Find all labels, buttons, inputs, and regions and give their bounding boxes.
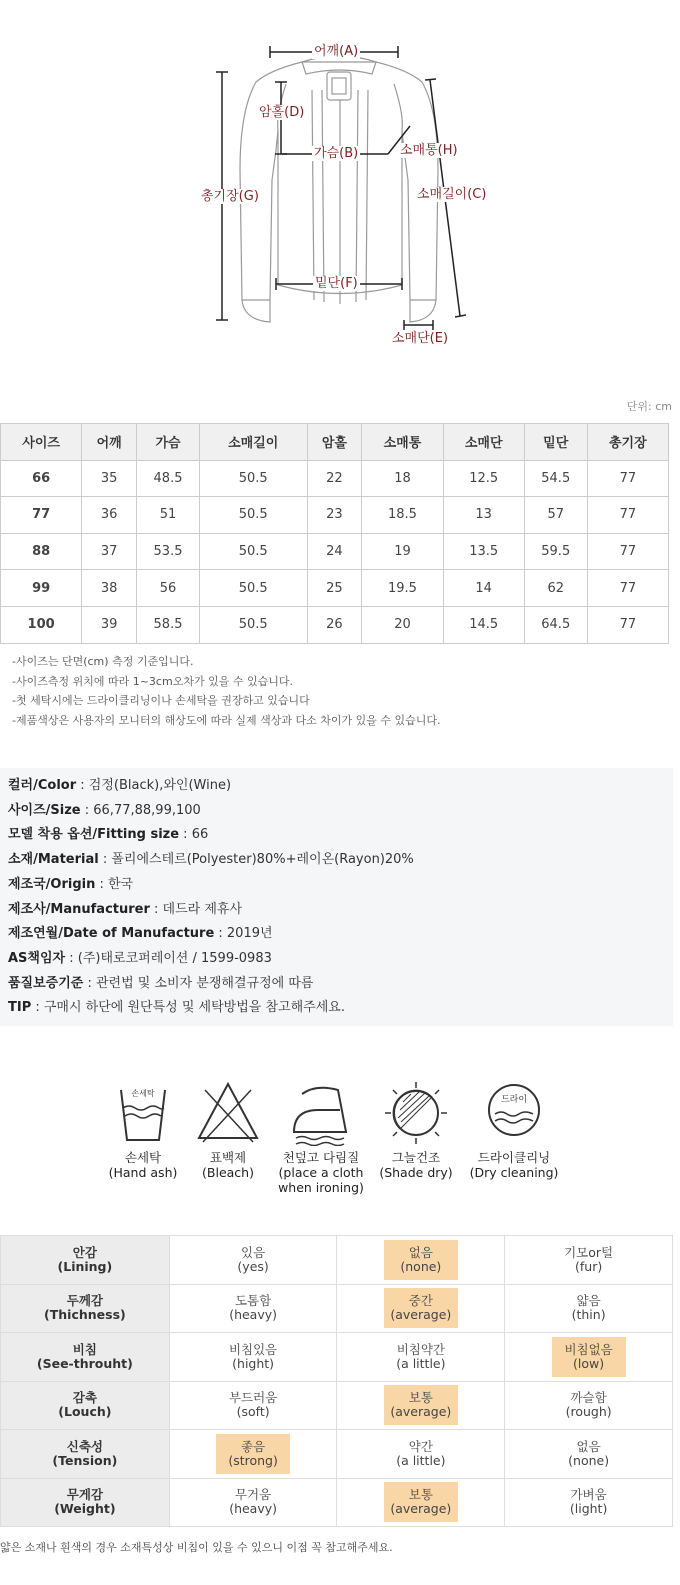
- care-label-en: (place a cloth when ironing): [278, 1165, 364, 1195]
- property-option: [505, 1381, 673, 1430]
- info-label: 컬러/Color: [8, 778, 77, 793]
- property-option: [505, 1333, 673, 1382]
- option-box-selected: [384, 1288, 458, 1328]
- property-name: [1, 1430, 170, 1479]
- table-cell: 56: [137, 570, 200, 607]
- property-row: [1, 1333, 673, 1382]
- table-cell: 57: [524, 497, 587, 534]
- option-box-selected: [216, 1434, 290, 1474]
- care-label-en: (Shade dry): [379, 1165, 453, 1180]
- property-name: [1, 1284, 170, 1333]
- table-cell: 53.5: [137, 533, 200, 570]
- size-table: [0, 423, 669, 644]
- table-cell: 66: [1, 460, 82, 497]
- property-row: [1, 1430, 673, 1479]
- label-total-length: 총기장(G): [201, 189, 259, 204]
- info-label: TIP: [8, 1000, 32, 1016]
- care-dry-clean: [459, 1080, 569, 1180]
- table-cell: 36: [82, 497, 137, 534]
- label-shoulder: 어깨(A): [314, 44, 359, 59]
- header-size: 사이즈: [1, 424, 82, 461]
- info-label: 모델 착용 옵션/Fitting size: [8, 827, 180, 843]
- header-sleeve-length: 소매길이: [199, 424, 307, 461]
- table-cell: 26: [307, 606, 362, 643]
- product-info: [0, 768, 673, 1026]
- header-total-length: 총기장: [587, 424, 668, 461]
- table-cell: 77: [587, 533, 668, 570]
- header-armhole: 암홀: [307, 424, 362, 461]
- property-option: [505, 1284, 673, 1333]
- property-row: [1, 1478, 673, 1527]
- property-option: [337, 1284, 505, 1333]
- table-cell: 50.5: [199, 533, 307, 570]
- info-value: : 폴리에스테르(Polyester)80%+레이온(Rayon)20%: [98, 852, 414, 868]
- table-cell: 13: [443, 497, 524, 534]
- info-row-material: [8, 848, 665, 873]
- dry-clean-icon: [481, 1080, 547, 1146]
- option-box-selected: [384, 1482, 458, 1522]
- care-label-ko: 드라이클리닝: [477, 1150, 551, 1165]
- option-ko: 약간: [408, 1438, 433, 1454]
- info-label: AS책임자: [8, 950, 66, 966]
- option-box: [552, 1385, 626, 1425]
- property-name-en: (Weight): [54, 1501, 116, 1517]
- table-cell: 99: [1, 570, 82, 607]
- property-option: [505, 1236, 673, 1285]
- table-cell: 18.5: [362, 497, 443, 534]
- care-label-en: (Dry cleaning): [469, 1165, 559, 1180]
- table-cell: 18: [362, 460, 443, 497]
- table-row: [1, 570, 669, 607]
- option-box: [384, 1434, 458, 1474]
- option-ko: 없음: [408, 1244, 433, 1260]
- property-name-ko: 안감: [72, 1244, 97, 1260]
- shade-dry-icon: [383, 1080, 449, 1146]
- note-line: -제품색상은 사용자의 모니터의 해상도에 따라 실제 색상과 다소 차이가 있을 수 있습니다.: [12, 714, 441, 728]
- option-en: (none): [568, 1452, 610, 1468]
- option-box: [216, 1240, 290, 1280]
- care-label-en: (Hand ash): [108, 1165, 178, 1180]
- garment-diagram: [0, 0, 680, 390]
- option-box: [216, 1337, 290, 1377]
- table-cell: 14: [443, 570, 524, 607]
- info-row-size: [8, 799, 665, 824]
- header-shoulder: 어깨: [82, 424, 137, 461]
- property-name-ko: 비침: [72, 1341, 97, 1357]
- property-option: [337, 1430, 505, 1479]
- option-ko: 보통: [408, 1487, 433, 1503]
- info-value: : 데드라 제휴사: [149, 901, 243, 917]
- option-en: (average): [390, 1404, 452, 1420]
- table-cell: 24: [307, 533, 362, 570]
- property-name: [1, 1236, 170, 1285]
- table-cell: 59.5: [524, 533, 587, 570]
- svg-text:손세탁: 손세탁: [131, 1089, 155, 1098]
- option-box: [552, 1288, 626, 1328]
- table-cell: 77: [587, 570, 668, 607]
- table-cell: 13.5: [443, 533, 524, 570]
- table-cell: 19.5: [362, 570, 443, 607]
- svg-text:드라이: 드라이: [500, 1095, 528, 1105]
- option-ko: 기모or털: [564, 1244, 614, 1260]
- option-en: (strong): [228, 1452, 278, 1468]
- table-cell: 51: [137, 497, 200, 534]
- property-name: [1, 1478, 170, 1527]
- info-row-fitting: [8, 823, 665, 848]
- table-cell: 50.5: [199, 460, 307, 497]
- property-name-ko: 감촉: [72, 1390, 97, 1406]
- note-line: -첫 세탁시에는 드라이클리닝이나 손세탁을 권장하고 있습니다: [12, 694, 310, 708]
- option-en: (yes): [237, 1258, 269, 1274]
- option-box: [384, 1337, 458, 1377]
- option-en: (heavy): [229, 1501, 278, 1517]
- table-row: [1, 606, 669, 643]
- info-row-date: [8, 922, 665, 947]
- property-row: [1, 1381, 673, 1430]
- table-cell: 22: [307, 460, 362, 497]
- table-cell: 58.5: [137, 606, 200, 643]
- option-en: (none): [400, 1258, 442, 1274]
- info-label: 제조국/Origin: [8, 876, 96, 892]
- note-line: -사이즈측정 위치에 따라 1~3cm오차가 있을 수 있습니다.: [12, 674, 293, 688]
- option-en: (average): [390, 1501, 452, 1517]
- table-cell: 37: [82, 533, 137, 570]
- option-box-selected: [384, 1385, 458, 1425]
- option-ko: 가벼움: [570, 1487, 607, 1503]
- label-sleeve-width: 소매통(H): [400, 143, 458, 158]
- table-cell: 50.5: [199, 570, 307, 607]
- option-ko: 보통: [408, 1390, 433, 1406]
- option-ko: 얇음: [576, 1293, 601, 1309]
- care-label-ko: 그늘건조: [391, 1150, 441, 1165]
- table-cell: 14.5: [443, 606, 524, 643]
- no-bleach-icon: [195, 1080, 261, 1146]
- option-ko: 중간: [408, 1293, 433, 1309]
- option-en: (heavy): [229, 1307, 278, 1323]
- care-shade-dry: [361, 1080, 471, 1180]
- option-en: (rough): [565, 1404, 612, 1420]
- option-ko: 도톰함: [234, 1293, 272, 1309]
- option-en: (hight): [232, 1355, 275, 1371]
- iron-icon: [288, 1080, 354, 1146]
- info-label: 품질보증기준: [8, 975, 84, 991]
- table-cell: 50.5: [199, 606, 307, 643]
- option-en: (low): [573, 1355, 605, 1371]
- option-ko: 비침약간: [396, 1341, 445, 1357]
- table-cell: 12.5: [443, 460, 524, 497]
- option-ko: 비침있음: [228, 1341, 278, 1357]
- table-row: [1, 533, 669, 570]
- property-option: [337, 1236, 505, 1285]
- info-row-manufacturer: [8, 898, 665, 923]
- option-en: (a little): [396, 1355, 446, 1371]
- header-chest: 가슴: [137, 424, 200, 461]
- info-value: : 한국: [95, 876, 134, 892]
- option-ko: 있음: [241, 1244, 266, 1260]
- option-ko: 무거움: [234, 1487, 272, 1503]
- care-label-ko: 표백제: [209, 1150, 247, 1165]
- table-cell: 100: [1, 606, 82, 643]
- option-en: (a little): [396, 1452, 446, 1468]
- table-cell: 54.5: [524, 460, 587, 497]
- option-ko: 부드러움: [228, 1390, 278, 1406]
- table-cell: 48.5: [137, 460, 200, 497]
- property-option: [169, 1430, 337, 1479]
- property-option: [505, 1478, 673, 1527]
- table-cell: 39: [82, 606, 137, 643]
- info-value: : 검정(Black),와인(Wine): [76, 778, 232, 793]
- property-option: [337, 1381, 505, 1430]
- table-cell: 77: [1, 497, 82, 534]
- table-cell: 25: [307, 570, 362, 607]
- table-cell: 77: [587, 460, 668, 497]
- option-en: (average): [390, 1307, 452, 1323]
- option-en: (soft): [236, 1404, 270, 1420]
- info-row-warranty: [8, 972, 665, 997]
- property-name-en: (Thichness): [44, 1307, 126, 1323]
- info-value: : 2019년: [214, 926, 273, 942]
- property-name-en: (Tension): [52, 1452, 118, 1468]
- option-ko: 까슬함: [570, 1390, 607, 1406]
- care-label-en: (Bleach): [202, 1165, 254, 1180]
- label-chest: 가슴(B): [314, 146, 359, 161]
- property-option: [505, 1430, 673, 1479]
- property-option: [169, 1333, 337, 1382]
- hand-wash-icon: [113, 1080, 173, 1146]
- property-name-ko: 신축성: [66, 1438, 103, 1454]
- care-label-ko: 천덮고 다림질: [282, 1150, 360, 1165]
- label-armhole: 암홀(D): [259, 105, 305, 120]
- option-box: [552, 1482, 626, 1522]
- header-sleeve-width: 소매통: [362, 424, 443, 461]
- info-value: : 66,77,88,99,100: [80, 802, 201, 818]
- option-box-selected: [552, 1337, 626, 1377]
- property-name-ko: 두께감: [66, 1293, 103, 1309]
- property-name-en: (Louch): [58, 1404, 112, 1420]
- size-notes: [12, 652, 440, 731]
- label-hem: 밑단(F): [315, 276, 358, 291]
- header-hem: 밑단: [524, 424, 587, 461]
- property-name-en: (Lining): [57, 1258, 113, 1274]
- table-cell: 77: [587, 497, 668, 534]
- info-value: : 구매시 하단에 원단특성 및 세탁방법을 참고해주세요.: [31, 1000, 345, 1016]
- size-table-header-row: [1, 424, 669, 461]
- table-cell: 77: [587, 606, 668, 643]
- info-label: 제조연월/Date of Manufacture: [8, 926, 215, 942]
- property-option: [337, 1333, 505, 1382]
- option-box: [552, 1240, 626, 1280]
- option-box: [552, 1434, 626, 1474]
- info-label: 사이즈/Size: [8, 802, 81, 818]
- option-box: [216, 1288, 290, 1328]
- table-cell: 64.5: [524, 606, 587, 643]
- option-ko: 좋음: [241, 1438, 266, 1454]
- property-row: [1, 1236, 673, 1285]
- property-option: [169, 1236, 337, 1285]
- table-cell: 23: [307, 497, 362, 534]
- table-cell: 62: [524, 570, 587, 607]
- info-row-tip: [8, 996, 665, 1021]
- table-cell: 50.5: [199, 497, 307, 534]
- option-en: (light): [569, 1501, 608, 1517]
- property-option: [169, 1381, 337, 1430]
- property-name: [1, 1381, 170, 1430]
- option-box: [216, 1385, 290, 1425]
- property-option: [337, 1478, 505, 1527]
- option-en: (fur): [575, 1258, 603, 1274]
- property-row: [1, 1284, 673, 1333]
- label-sleeve-length: 소매길이(C): [417, 187, 487, 202]
- info-row-as: [8, 947, 665, 972]
- option-en: (thin): [571, 1307, 606, 1323]
- property-name-en: (See-throuht): [36, 1355, 133, 1371]
- table-row: [1, 460, 669, 497]
- option-box-selected: [384, 1240, 458, 1280]
- property-option: [169, 1284, 337, 1333]
- unit-label: 단위: cm: [626, 400, 672, 413]
- info-row-origin: [8, 873, 665, 898]
- info-row-color: [8, 774, 665, 799]
- table-cell: 20: [362, 606, 443, 643]
- table-cell: 38: [82, 570, 137, 607]
- fabric-properties-table: [0, 1235, 673, 1527]
- table-cell: 35: [82, 460, 137, 497]
- label-cuff: 소매단(E): [392, 331, 449, 346]
- footer-note: 얇은 소재나 흰색의 경우 소재특성상 비침이 있을 수 있으니 이점 꼭 참고해주세요.: [0, 1541, 393, 1554]
- header-cuff: 소매단: [443, 424, 524, 461]
- table-row: [1, 497, 669, 534]
- table-cell: 88: [1, 533, 82, 570]
- info-value: : (주)태로코퍼레이션 / 1599-0983: [65, 950, 272, 966]
- care-iron: [266, 1080, 376, 1195]
- option-ko: 비침없음: [564, 1341, 613, 1357]
- property-name: [1, 1333, 170, 1382]
- care-label-ko: 손세탁: [124, 1150, 162, 1165]
- info-label: 제조사/Manufacturer: [8, 901, 150, 917]
- info-label: 소재/Material: [8, 852, 99, 868]
- option-ko: 없음: [576, 1438, 601, 1454]
- property-name-ko: 무게감: [66, 1487, 103, 1503]
- info-value: : 66: [179, 827, 209, 843]
- property-option: [169, 1478, 337, 1527]
- info-value: : 관련법 및 소비자 분쟁해결규정에 따름: [83, 975, 314, 991]
- table-cell: 19: [362, 533, 443, 570]
- note-line: -사이즈는 단면(cm) 측정 기준입니다.: [12, 655, 194, 668]
- option-box: [216, 1482, 290, 1522]
